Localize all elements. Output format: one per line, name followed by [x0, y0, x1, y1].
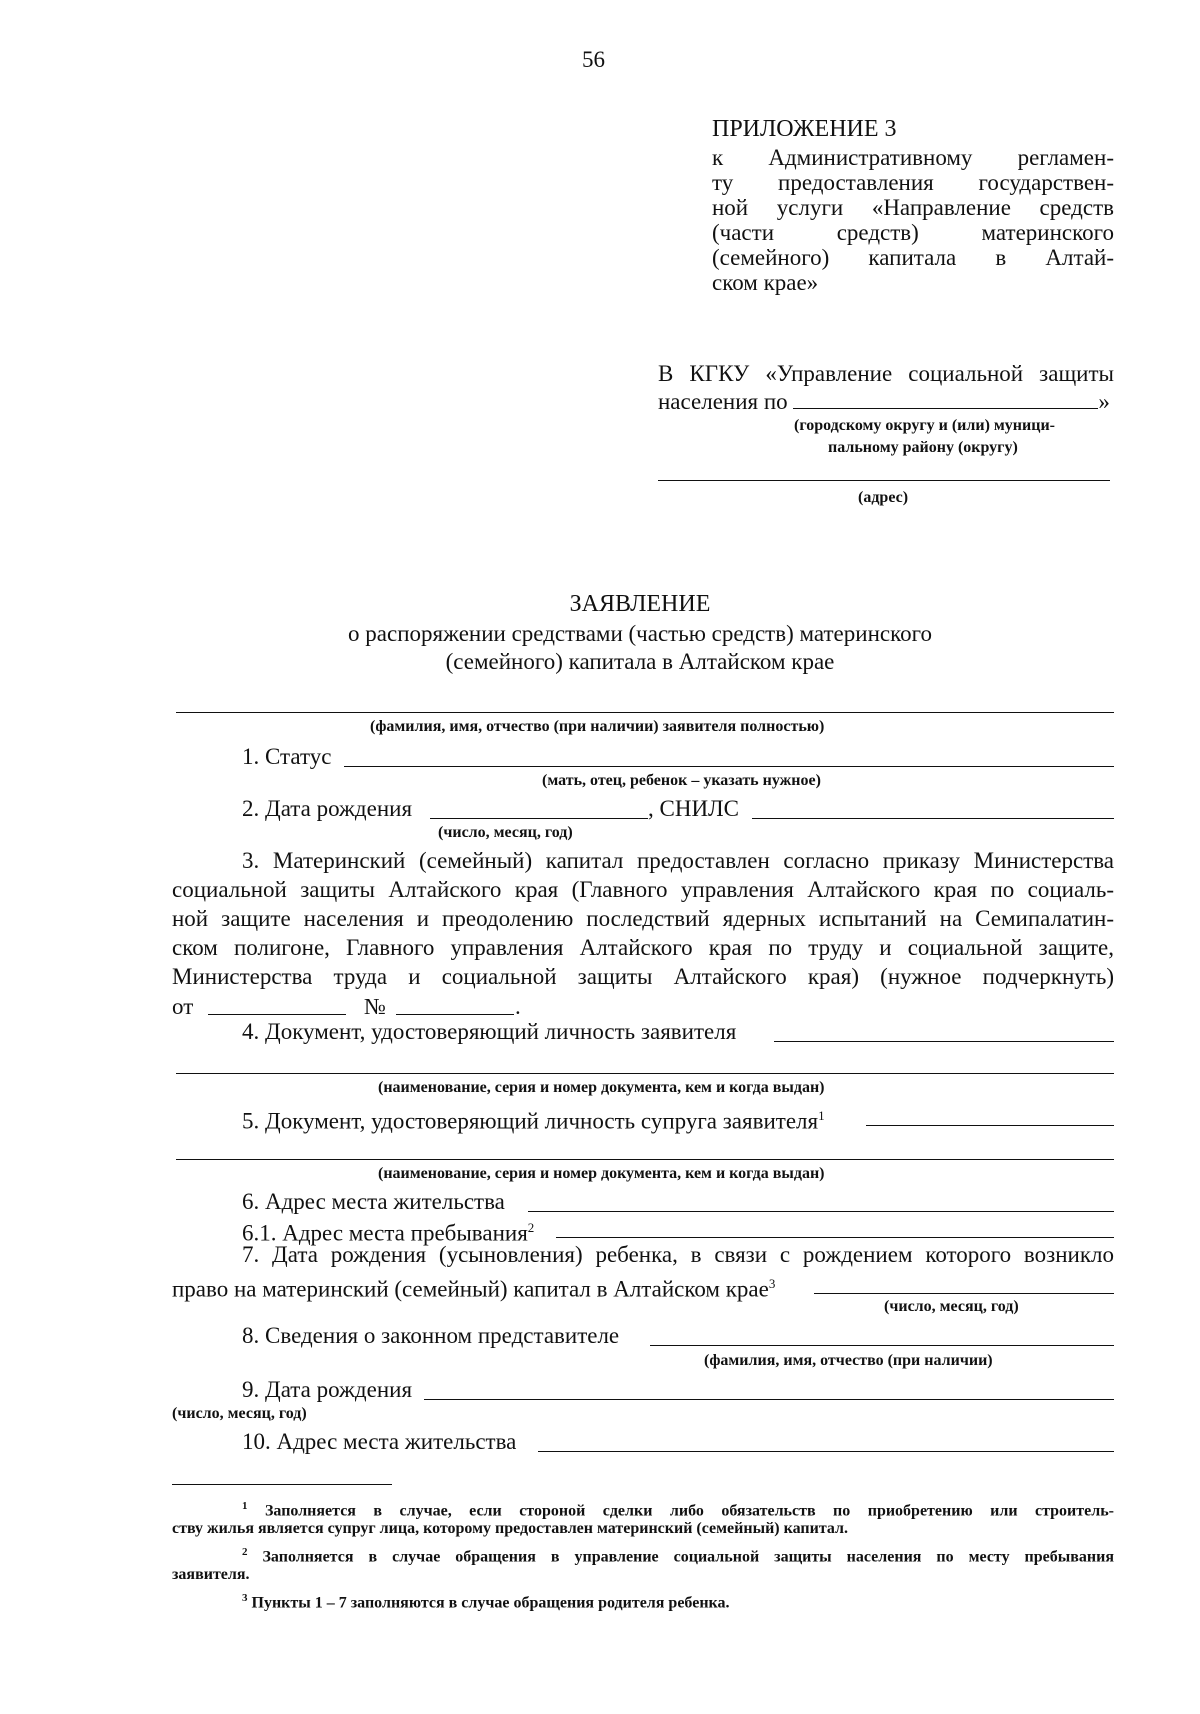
- footnote-ref-3: 3: [768, 1276, 776, 1291]
- address-field[interactable]: [658, 480, 1110, 481]
- status-label: 1. Статус: [242, 744, 332, 769]
- paragraph-3-line: Министерства труда и социальной защиты Алтайского края) (нужное подчеркнуть): [172, 964, 1114, 989]
- birth-date-field[interactable]: [430, 818, 648, 819]
- residence-address-label: 6. Адрес места жительства: [242, 1189, 505, 1214]
- footnote-1-text: Заполняется в случае, если стороной сделки либо обязательств по приобретению или строитель-: [264, 1502, 1115, 1520]
- footnote-3-text: Пункты 1 – 7 заполняются в случае обращения родителя ребенка.: [251, 1594, 730, 1612]
- paragraph-3-line: ском полигоне, Главного управления Алтайского края по труду и социальной защите,: [172, 935, 1114, 960]
- order-from-label: от: [172, 994, 194, 1019]
- spouse-document-text: 5. Документ, удостоверяющий личность супруга заявителя: [242, 1108, 819, 1134]
- footnote-3-number: 3: [242, 1592, 248, 1604]
- footnote-2-text: Заполняется в случае обращения в управление социальной защиты населения по месту пребывания: [262, 1548, 1115, 1566]
- district-field[interactable]: [793, 390, 1098, 409]
- order-number-field[interactable]: [396, 1014, 514, 1015]
- title-sub-2: (семейного) капитала в Алтайском крае: [445, 649, 835, 674]
- child-birth-text: право на материнский (семейный) капитал в Алтайском крае: [172, 1276, 769, 1302]
- title-main: ЗАЯВЛЕНИЕ: [569, 591, 711, 617]
- paragraph-3-line: 3. Материнский (семейный) капитал предоставлен согласно приказу Министерства: [242, 848, 1114, 873]
- footnote-1-line-2: ству жилья является супруг лица, которому предоставлен материнский (семейный) капитал.: [172, 1520, 849, 1537]
- child-birth-hint: (число, месяц, год): [884, 1298, 1019, 1315]
- footnote-ref-2: 2: [527, 1220, 535, 1235]
- appendix-line: ной услуги «Направление средств: [712, 195, 1114, 220]
- district-hint-1: (городскому округу и (или) муници-: [794, 417, 1055, 434]
- residence-address-field[interactable]: [528, 1211, 1114, 1212]
- appendix-line: ту предоставления государствен-: [712, 170, 1114, 195]
- snils-field[interactable]: [752, 818, 1114, 819]
- representative-address-label: 10. Адрес места жительства: [242, 1429, 517, 1454]
- district-hint-2: пальному району (округу): [828, 439, 1018, 456]
- spouse-document-hint: (наименование, серия и номер документа, кем и когда выдан): [378, 1165, 825, 1182]
- representative-birth-field[interactable]: [424, 1399, 1114, 1400]
- order-date-field[interactable]: [208, 1014, 346, 1015]
- stay-address-text: 6.1. Адрес места пребывания: [242, 1220, 528, 1246]
- footnote-separator: [172, 1484, 392, 1485]
- representative-field[interactable]: [650, 1345, 1114, 1346]
- representative-label: 8. Сведения о законном представителе: [242, 1323, 620, 1348]
- appendix-line: (части средств) материнского: [712, 220, 1114, 245]
- footnote-3-line-1: [242, 1588, 730, 1613]
- applicant-document-field-2[interactable]: [176, 1073, 1114, 1074]
- spouse-document-field-2[interactable]: [176, 1159, 1114, 1160]
- appendix-line: ском крае»: [712, 270, 819, 295]
- snils-label: , СНИЛС: [648, 796, 740, 821]
- applicant-document-field[interactable]: [774, 1041, 1114, 1042]
- representative-birth-label: 9. Дата рождения: [242, 1377, 413, 1402]
- child-birth-line-1: 7. Дата рождения (усыновления) ребенка, в связи с рождением которого возникло: [242, 1242, 1114, 1267]
- appendix-line: к Административному регламен-: [712, 145, 1114, 170]
- paragraph-3-line: социальной защиты Алтайского края (Главного управления Алтайского края по социаль-: [172, 877, 1114, 902]
- addressee-line1: В КГКУ «Управление социальной защиты: [658, 361, 1114, 386]
- page-number: 56: [582, 47, 605, 72]
- addressee-line2: [658, 388, 1110, 415]
- status-field[interactable]: [344, 766, 1114, 767]
- spouse-document-field[interactable]: [866, 1125, 1114, 1126]
- addressee-prefix: населения по: [658, 389, 788, 414]
- spouse-document-label: [242, 1102, 825, 1135]
- footnote-2-number: 2: [242, 1546, 248, 1558]
- representative-address-field[interactable]: [538, 1451, 1114, 1452]
- birth-date-hint: (число, месяц, год): [438, 824, 573, 841]
- applicant-document-label: 4. Документ, удостоверяющий личность заявителя: [242, 1019, 737, 1044]
- status-hint: (мать, отец, ребенок – указать нужное): [542, 772, 821, 789]
- appendix-line: (семейного) капитала в Алтай-: [712, 245, 1114, 270]
- paragraph-3-line: ной защите населения и преодолению последствий ядерных испытаний на Семипалатин-: [172, 906, 1114, 931]
- representative-hint: (фамилия, имя, отчество (при наличии): [704, 1352, 993, 1369]
- addressee-suffix: »: [1098, 389, 1110, 414]
- order-end-dot: .: [515, 994, 521, 1019]
- appendix-title: ПРИЛОЖЕНИЕ 3: [712, 116, 897, 142]
- birth-date-label: 2. Дата рождения: [242, 796, 413, 821]
- child-birth-date-field[interactable]: [814, 1293, 1114, 1294]
- applicant-document-hint: (наименование, серия и номер документа, кем и когда выдан): [378, 1079, 825, 1096]
- title-sub-1: о распоряжении средствами (частью средств) материнского: [348, 621, 932, 646]
- footnote-2-line-1: [242, 1542, 1114, 1567]
- address-hint: (адрес): [858, 489, 909, 506]
- applicant-name-field[interactable]: [176, 712, 1114, 713]
- footnote-1-number: 1: [242, 1500, 248, 1512]
- child-birth-line-2: [172, 1270, 775, 1303]
- order-number-label: №: [364, 994, 386, 1019]
- footnote-ref-1: 1: [818, 1108, 825, 1123]
- stay-address-field[interactable]: [556, 1237, 1114, 1238]
- appendix-text: [712, 145, 1114, 295]
- applicant-name-hint: (фамилия, имя, отчество (при наличии) заявителя полностью): [370, 718, 825, 735]
- representative-birth-hint: (число, месяц, год): [172, 1405, 307, 1422]
- footnote-2-line-2: заявителя.: [172, 1566, 250, 1583]
